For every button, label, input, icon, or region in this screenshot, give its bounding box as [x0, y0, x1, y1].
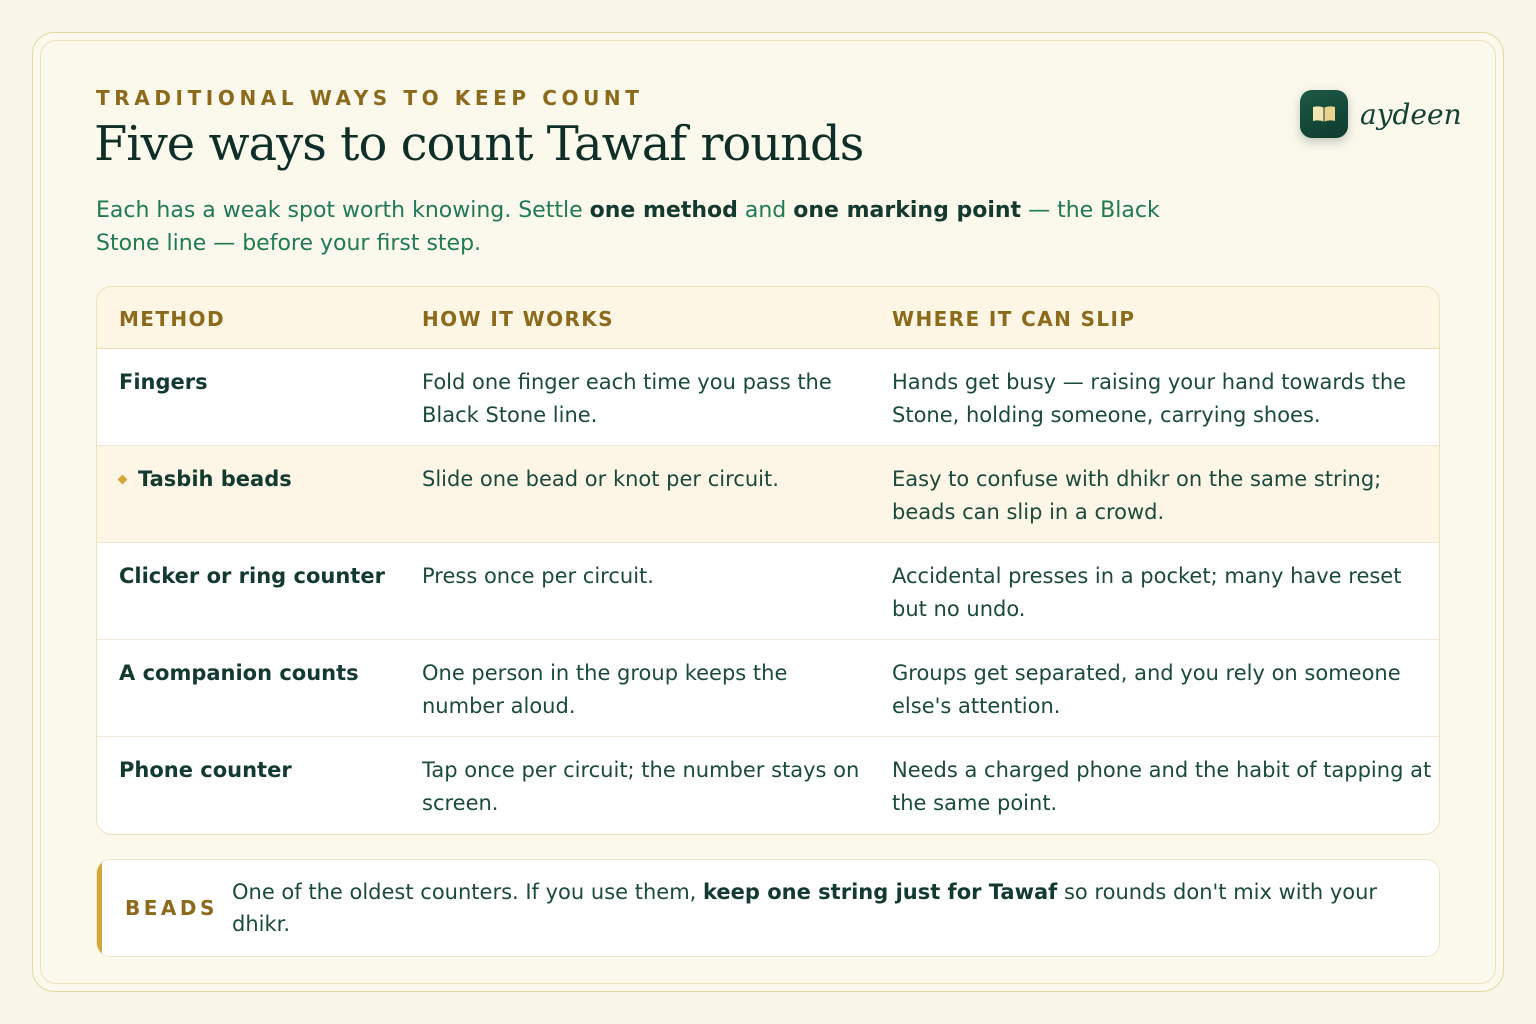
- slip-cell: Hands get busy — raising your hand towards the Stone, holding someone, carrying shoes.: [892, 370, 1407, 427]
- slip-cell: Needs a charged phone and the habit of tapping at the same point.: [892, 758, 1432, 815]
- method-cell: [119, 463, 409, 496]
- method-label: Tasbih beads: [138, 467, 292, 491]
- subtitle-text: and: [737, 198, 794, 223]
- column-header-how: HOW IT WORKS: [422, 307, 614, 331]
- subtitle-text: Each has a weak spot worth knowing. Settle: [96, 198, 590, 223]
- subtitle-text: — the Black Stone line — before your first step.: [96, 198, 1160, 256]
- table-row: [97, 737, 1439, 833]
- callout-emphasis: keep one string just for Tawaf: [703, 880, 1058, 904]
- subtitle-emphasis: one marking point: [793, 198, 1022, 223]
- open-book-icon: [1311, 104, 1337, 124]
- slip-cell: Accidental presses in a pocket; many have reset but no undo.: [892, 564, 1402, 621]
- methods-table: [96, 286, 1440, 835]
- how-cell: Fold one finger each time you pass the Black Stone line.: [422, 370, 832, 427]
- table-row: [97, 543, 1439, 640]
- eyebrow-label: TRADITIONAL WAYS TO KEEP COUNT: [96, 86, 644, 110]
- slip-cell: Groups get separated, and you rely on someone else's attention.: [892, 661, 1401, 718]
- method-cell: Clicker or ring counter: [119, 564, 385, 588]
- table-header: [97, 287, 1439, 349]
- table-row: [97, 349, 1439, 446]
- callout-label: BEADS: [125, 896, 218, 920]
- how-cell: Press once per circuit.: [422, 564, 654, 588]
- beads-tip-callout: [96, 859, 1440, 957]
- callout-text-part: One of the oldest counters. If you use them,: [232, 880, 704, 904]
- how-cell: One person in the group keeps the number aloud.: [422, 661, 788, 718]
- how-cell: Slide one bead or knot per circuit.: [422, 467, 779, 491]
- callout-text: [232, 876, 1412, 940]
- page-subtitle: [96, 194, 1176, 260]
- slip-cell: Easy to confuse with dhikr on the same string; beads can slip in a crowd.: [892, 467, 1382, 524]
- how-cell: Tap once per circuit; the number stays on screen.: [422, 758, 860, 815]
- brand-name: aydeen: [1360, 97, 1462, 131]
- method-cell: A companion counts: [119, 661, 359, 685]
- page-title: Five ways to count Tawaf rounds: [94, 116, 864, 172]
- brand-badge: [1300, 90, 1348, 138]
- column-header-method: METHOD: [119, 307, 225, 331]
- callout-accent-bar: [97, 860, 102, 956]
- table-row: [97, 640, 1439, 737]
- brand-logo: [1300, 90, 1462, 138]
- table-row-highlighted: [97, 446, 1439, 543]
- diamond-icon: [118, 475, 128, 485]
- method-cell: Fingers: [119, 370, 208, 394]
- method-cell: Phone counter: [119, 758, 292, 782]
- callout-text-part: so rounds don't mix with your dhikr.: [232, 880, 1378, 936]
- subtitle-emphasis: one method: [589, 198, 738, 223]
- column-header-slip: WHERE IT CAN SLIP: [892, 307, 1136, 331]
